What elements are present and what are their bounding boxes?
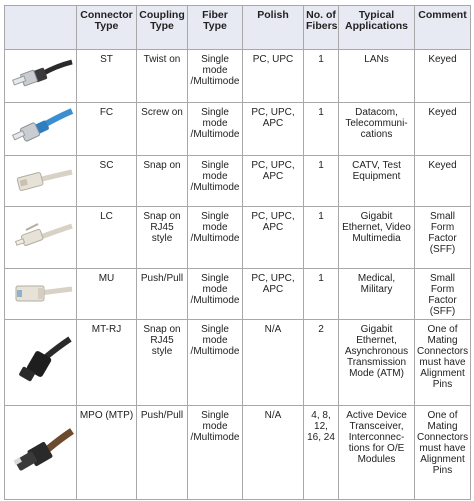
cell-fiber: Single mode /Multimode — [188, 50, 243, 103]
cell-fiber: Single mode /Multimode — [188, 156, 243, 207]
mpo-connector-image — [5, 406, 77, 500]
cell-connector: FC — [77, 103, 137, 156]
header-typical-applications: Typical Applications — [339, 6, 415, 50]
mtrj-connector-image — [5, 320, 77, 406]
cell-coupling: Screw on — [137, 103, 188, 156]
cell-fibers: 1 — [304, 50, 339, 103]
table-row — [5, 103, 471, 156]
cell-applications: Datacom, Telecommuni-cations — [339, 103, 415, 156]
cell-comment: Keyed — [415, 156, 471, 207]
cell-comment: One of Mating Connectors must have Alignment Pins — [415, 320, 471, 406]
cell-fibers: 4, 8, 12, 16, 24 — [304, 406, 339, 500]
cell-applications: Active Device Transceiver, Interconnec-tions for O/E Modules — [339, 406, 415, 500]
table-row — [5, 207, 471, 269]
cell-fibers: 1 — [304, 269, 339, 320]
cell-polish: PC, UPC — [243, 50, 304, 103]
sc-connector-image — [5, 156, 77, 207]
cell-fibers: 1 — [304, 207, 339, 269]
cell-coupling: Twist on — [137, 50, 188, 103]
header-no-of-fibers: No. of Fibers — [304, 6, 339, 50]
cell-applications: Medical, Military — [339, 269, 415, 320]
table-row — [5, 406, 471, 500]
cell-fibers: 1 — [304, 156, 339, 207]
cell-comment: Keyed — [415, 50, 471, 103]
table-row — [5, 320, 471, 406]
cell-connector: MU — [77, 269, 137, 320]
cell-connector: LC — [77, 207, 137, 269]
cell-polish: PC, UPC, APC — [243, 269, 304, 320]
cell-applications: Gigabit Ethernet, Video Multimedia — [339, 207, 415, 269]
cell-comment: One of Mating Connectors must have Alignment Pins — [415, 406, 471, 500]
cell-fiber: Single mode /Multimode — [188, 269, 243, 320]
cell-polish: PC, UPC, APC — [243, 207, 304, 269]
fc-connector-image — [5, 103, 77, 156]
cell-connector: ST — [77, 50, 137, 103]
cell-coupling: Snap on RJ45 style — [137, 207, 188, 269]
cell-fiber: Single mode /Multimode — [188, 103, 243, 156]
cell-fiber: Single mode /Multimode — [188, 320, 243, 406]
cell-coupling: Push/Pull — [137, 269, 188, 320]
table-row — [5, 50, 471, 103]
table-row — [5, 156, 471, 207]
header-connector-type: Connector Type — [77, 6, 137, 50]
lc-connector-image — [5, 207, 77, 269]
st-connector-image — [5, 50, 77, 103]
cell-fiber: Single mode /Multimode — [188, 207, 243, 269]
cell-comment: Small Form Factor (SFF) — [415, 207, 471, 269]
cell-comment: Keyed — [415, 103, 471, 156]
header-coupling-type: Coupling Type — [137, 6, 188, 50]
cell-coupling: Snap on — [137, 156, 188, 207]
mu-connector-image — [5, 269, 77, 320]
cell-polish: PC, UPC, APC — [243, 156, 304, 207]
table-row — [5, 269, 471, 320]
header-polish: Polish — [243, 6, 304, 50]
cell-fiber: Single mode /Multimode — [188, 406, 243, 500]
cell-connector: MPO (MTP) — [77, 406, 137, 500]
header-row — [5, 6, 471, 50]
cell-applications: Gigabit Ethernet, Asynchronous Transmission Mode (ATM) — [339, 320, 415, 406]
cell-applications: LANs — [339, 50, 415, 103]
cell-polish: N/A — [243, 320, 304, 406]
header-comment: Comment — [415, 6, 471, 50]
header-fiber-type: Fiber Type — [188, 6, 243, 50]
cell-coupling: Snap on RJ45 style — [137, 320, 188, 406]
cell-applications: CATV, Test Equipment — [339, 156, 415, 207]
cell-polish: PC, UPC, APC — [243, 103, 304, 156]
cell-connector: MT-RJ — [77, 320, 137, 406]
cell-fibers: 1 — [304, 103, 339, 156]
header-image — [5, 6, 77, 50]
cell-polish: N/A — [243, 406, 304, 500]
cell-comment: Small Form Factor (SFF) — [415, 269, 471, 320]
cell-coupling: Push/Pull — [137, 406, 188, 500]
cell-connector: SC — [77, 156, 137, 207]
fiber-connector-table — [4, 5, 471, 500]
cell-fibers: 2 — [304, 320, 339, 406]
